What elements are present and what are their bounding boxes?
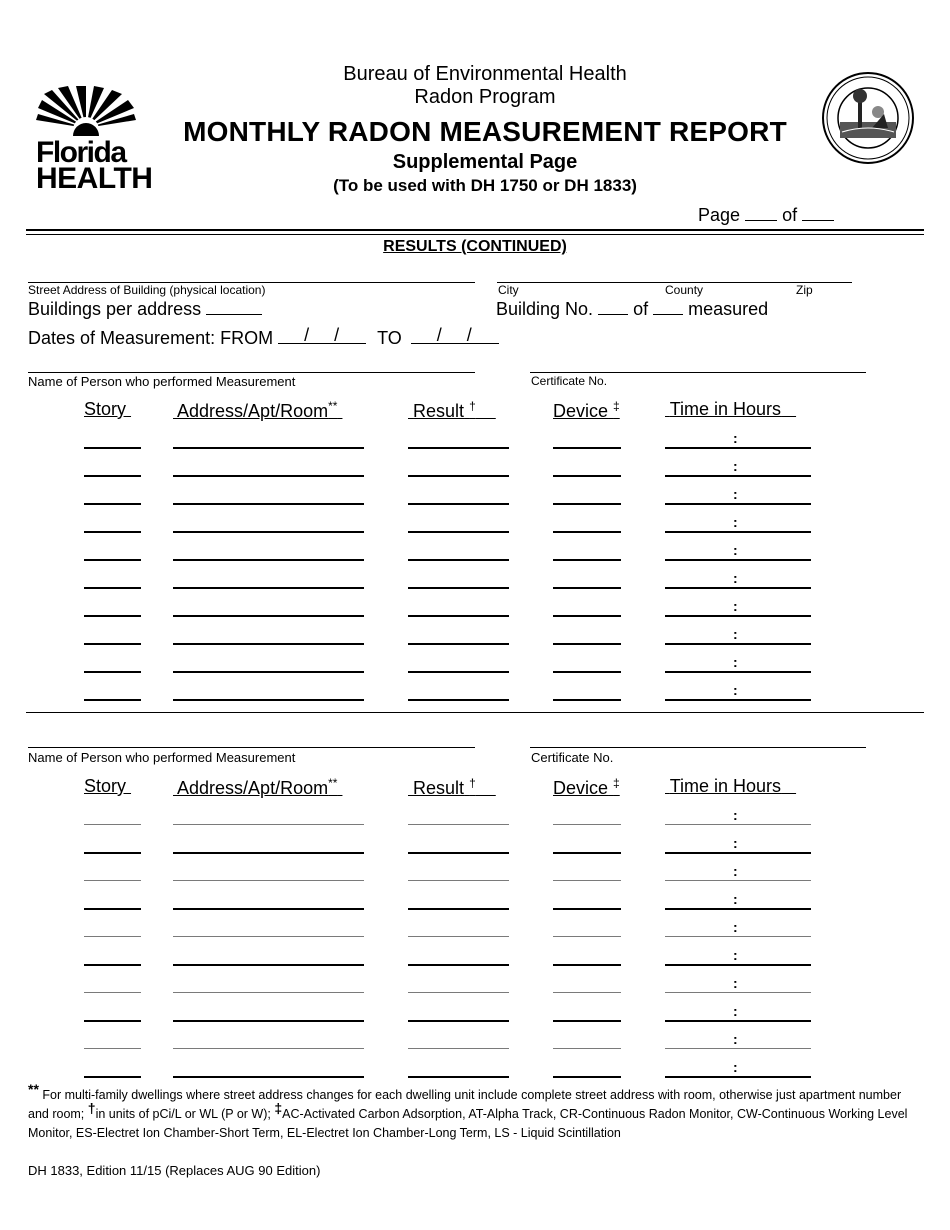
time-separator: : xyxy=(733,863,738,879)
device-field[interactable] xyxy=(553,992,621,993)
time-separator: : xyxy=(733,654,738,670)
form-edition: DH 1833, Edition 11/15 (Replaces AUG 90 Edition) xyxy=(28,1163,321,1178)
state-seal xyxy=(822,72,914,164)
story-field[interactable] xyxy=(84,671,141,673)
dates-of-measurement xyxy=(28,325,499,349)
time-separator: : xyxy=(733,598,738,614)
time-field[interactable] xyxy=(665,475,811,477)
result-field[interactable] xyxy=(408,1020,509,1022)
building-of-label: of xyxy=(633,299,649,319)
time-field[interactable] xyxy=(665,824,811,825)
device-field[interactable] xyxy=(553,531,621,533)
address-field[interactable] xyxy=(173,559,364,561)
address-field[interactable] xyxy=(173,992,364,993)
col-story-1: Story xyxy=(84,399,127,419)
date-to-field[interactable] xyxy=(411,325,499,344)
time-separator: : xyxy=(733,514,738,530)
device-field[interactable] xyxy=(553,908,621,910)
county-label: County xyxy=(665,283,704,297)
address-field[interactable] xyxy=(173,908,364,910)
address-field[interactable] xyxy=(173,475,364,477)
page-label: Page xyxy=(698,205,741,225)
result-field[interactable] xyxy=(408,699,509,701)
dates-label: Dates of Measurement: FROM xyxy=(28,328,274,348)
footnote-text-result: in units of pCi/L or WL (P or W); xyxy=(95,1107,275,1121)
header-rule-top xyxy=(26,229,924,231)
time-field[interactable] xyxy=(665,880,811,881)
address-field[interactable] xyxy=(173,699,364,701)
time-field[interactable] xyxy=(665,643,811,645)
certificate-field-1[interactable] xyxy=(530,372,866,373)
time-field[interactable] xyxy=(665,447,811,449)
story-field[interactable] xyxy=(84,643,141,645)
time-separator: : xyxy=(733,430,738,446)
story-field[interactable] xyxy=(84,559,141,561)
time-field[interactable] xyxy=(665,936,811,937)
result-field[interactable] xyxy=(408,992,509,993)
time-field[interactable] xyxy=(665,531,811,533)
time-field[interactable] xyxy=(665,699,811,701)
time-separator: : xyxy=(733,542,738,558)
measured-label: measured xyxy=(688,299,769,319)
report-title: MONTHLY RADON MEASUREMENT REPORT xyxy=(183,116,787,147)
device-field[interactable] xyxy=(553,447,621,449)
col-device-1: Device ‡ xyxy=(553,399,620,421)
time-field[interactable] xyxy=(665,615,811,617)
certificate-label-2: Certificate No. xyxy=(531,750,614,765)
time-field[interactable] xyxy=(665,1076,811,1078)
col-address-2: Address/Apt/Room** xyxy=(177,776,338,798)
device-field[interactable] xyxy=(553,964,621,966)
time-separator: : xyxy=(733,458,738,474)
time-field[interactable] xyxy=(665,1020,811,1022)
address-field[interactable] xyxy=(173,880,364,881)
result-field[interactable] xyxy=(408,852,509,854)
date-from-slash-1: / xyxy=(304,325,310,345)
story-field[interactable] xyxy=(84,1020,141,1022)
city-label: City xyxy=(498,283,519,297)
time-field[interactable] xyxy=(665,992,811,993)
building-total-field[interactable] xyxy=(653,299,683,315)
date-from-field[interactable] xyxy=(278,325,366,344)
address-field[interactable] xyxy=(173,615,364,617)
col-device-2: Device ‡ xyxy=(553,776,620,798)
date-to-slash-1: / xyxy=(436,325,442,345)
usage-note: (To be used with DH 1750 or DH 1833) xyxy=(333,176,637,195)
time-separator: : xyxy=(733,626,738,642)
result-field[interactable] xyxy=(408,824,509,825)
address-field[interactable] xyxy=(173,587,364,589)
result-field[interactable] xyxy=(408,531,509,533)
address-field[interactable] xyxy=(173,824,364,825)
footnote-mark-address: ** xyxy=(28,1080,39,1097)
story-field[interactable] xyxy=(84,615,141,617)
story-field[interactable] xyxy=(84,852,141,854)
time-field[interactable] xyxy=(665,503,811,505)
organization-heading xyxy=(250,63,720,109)
person-label-2: Name of Person who performed Measurement xyxy=(28,750,296,765)
logo-word-health: HEALTH xyxy=(36,162,153,195)
time-separator: : xyxy=(733,486,738,502)
device-field[interactable] xyxy=(553,503,621,505)
address-field[interactable] xyxy=(173,1020,364,1022)
result-field[interactable] xyxy=(408,615,509,617)
result-field[interactable] xyxy=(408,964,509,966)
certificate-field-2[interactable] xyxy=(530,747,866,748)
time-separator: : xyxy=(733,682,738,698)
col-time-1: Time in Hours xyxy=(669,399,782,419)
time-separator: : xyxy=(733,1031,738,1047)
person-name-field-1[interactable] xyxy=(28,372,475,373)
story-field[interactable] xyxy=(84,447,141,449)
time-field[interactable] xyxy=(665,964,811,966)
time-separator: : xyxy=(733,919,738,935)
buildings-per-address xyxy=(28,299,262,320)
story-field[interactable] xyxy=(84,1048,141,1049)
result-field[interactable] xyxy=(408,1048,509,1049)
story-field[interactable] xyxy=(84,936,141,937)
address-field[interactable] xyxy=(173,964,364,966)
device-field[interactable] xyxy=(553,1076,621,1078)
result-field[interactable] xyxy=(408,936,509,937)
footnote-text-device: AC-Activated Carbon Adsorption, AT-Alpha Track, CR-Continuous Radon Monitor, CW-Continuous Working Level Monitor, ES-Electret Ion Chamber-Short Term, EL-Electret Ion Chamber-Long Term, LS - Liquid Scintillation xyxy=(28,1107,908,1140)
story-field[interactable] xyxy=(84,531,141,533)
col-story-2: Story xyxy=(84,776,127,796)
story-field[interactable] xyxy=(84,587,141,589)
address-field[interactable] xyxy=(173,531,364,533)
person-label-1: Name of Person who performed Measurement xyxy=(28,374,296,389)
story-field[interactable] xyxy=(84,503,141,505)
building-number xyxy=(496,299,768,320)
time-field[interactable] xyxy=(665,587,811,589)
device-field[interactable] xyxy=(553,615,621,617)
seal-text xyxy=(0,0,1,1)
page-of-label: of xyxy=(782,205,798,225)
page-counter xyxy=(698,205,834,226)
address-field[interactable] xyxy=(173,503,364,505)
time-separator: : xyxy=(733,1003,738,1019)
page-total-field[interactable] xyxy=(802,206,834,221)
header-rule-bottom xyxy=(26,234,924,235)
time-separator: : xyxy=(733,891,738,907)
result-field[interactable] xyxy=(408,503,509,505)
time-separator: : xyxy=(733,947,738,963)
story-field[interactable] xyxy=(84,880,141,881)
device-field[interactable] xyxy=(553,1020,621,1022)
results-heading: RESULTS (CONTINUED) xyxy=(383,238,567,255)
certificate-label-1: Certificate No. xyxy=(531,374,608,388)
story-field[interactable] xyxy=(84,992,141,993)
building-no-label: Building No. xyxy=(496,299,594,319)
street-address-label: Street Address of Building (physical location) xyxy=(28,283,266,297)
result-field[interactable] xyxy=(408,1076,509,1078)
address-field[interactable] xyxy=(173,1048,364,1049)
col-result-2: Result † xyxy=(413,776,476,798)
result-field[interactable] xyxy=(408,587,509,589)
device-field[interactable] xyxy=(553,587,621,589)
device-field[interactable] xyxy=(553,824,621,825)
footnote-mark-result: † xyxy=(87,1099,96,1116)
time-field[interactable] xyxy=(665,908,811,910)
time-separator: : xyxy=(733,1059,738,1075)
device-field[interactable] xyxy=(553,559,621,561)
time-field[interactable] xyxy=(665,671,811,673)
address-field[interactable] xyxy=(173,936,364,937)
buildings-per-address-label: Buildings per address xyxy=(28,299,202,319)
org-line-2: Radon Program xyxy=(414,86,556,108)
device-field[interactable] xyxy=(553,671,621,673)
org-line-1: Bureau of Environmental Health xyxy=(343,63,627,85)
device-field[interactable] xyxy=(553,1048,621,1049)
result-field[interactable] xyxy=(408,880,509,881)
story-field[interactable] xyxy=(84,475,141,477)
footnote-mark-device: ‡ xyxy=(274,1099,283,1116)
section-divider xyxy=(26,712,924,713)
time-field[interactable] xyxy=(665,852,811,854)
result-field[interactable] xyxy=(408,559,509,561)
col-result-1: Result † xyxy=(413,399,476,421)
story-field[interactable] xyxy=(84,824,141,825)
time-field[interactable] xyxy=(665,559,811,561)
footnote xyxy=(28,1080,924,1143)
device-field[interactable] xyxy=(553,643,621,645)
result-field[interactable] xyxy=(408,643,509,645)
time-separator: : xyxy=(733,807,738,823)
buildings-per-address-field[interactable] xyxy=(206,299,262,315)
device-field[interactable] xyxy=(553,936,621,937)
report-subtitle: Supplemental Page xyxy=(392,151,578,173)
device-field[interactable] xyxy=(553,852,621,854)
result-field[interactable] xyxy=(408,671,509,673)
time-separator: : xyxy=(733,835,738,851)
address-field[interactable] xyxy=(173,643,364,645)
story-field[interactable] xyxy=(84,964,141,966)
zip-label: Zip xyxy=(796,283,813,297)
time-separator: : xyxy=(733,570,738,586)
date-to-slash-2: / xyxy=(466,325,472,345)
result-field[interactable] xyxy=(408,475,509,477)
address-field[interactable] xyxy=(173,1076,364,1078)
building-no-field[interactable] xyxy=(598,299,628,315)
story-field[interactable] xyxy=(84,1076,141,1078)
device-field[interactable] xyxy=(553,880,621,881)
to-label: TO xyxy=(377,328,402,348)
story-field[interactable] xyxy=(84,908,141,910)
date-from-slash-2: / xyxy=(334,325,340,345)
col-time-2: Time in Hours xyxy=(669,776,782,796)
address-field[interactable] xyxy=(173,852,364,854)
result-field[interactable] xyxy=(408,908,509,910)
time-field[interactable] xyxy=(665,1048,811,1049)
col-address-1: Address/Apt/Room** xyxy=(177,399,338,421)
person-name-field-2[interactable] xyxy=(28,747,475,748)
logo-word-florida: Florida xyxy=(36,136,126,169)
device-field[interactable] xyxy=(553,699,621,701)
footnote-text-address: For multi-family dwellings where street address changes for each dwelling unit include complete street address with room, otherwise just apartment number and room; xyxy=(28,1088,902,1121)
device-field[interactable] xyxy=(553,475,621,477)
address-field[interactable] xyxy=(173,447,364,449)
result-field[interactable] xyxy=(408,447,509,449)
logo-wordmark xyxy=(36,136,153,195)
time-separator: : xyxy=(733,975,738,991)
story-field[interactable] xyxy=(84,699,141,701)
page-number-field[interactable] xyxy=(745,206,777,221)
address-field[interactable] xyxy=(173,671,364,673)
